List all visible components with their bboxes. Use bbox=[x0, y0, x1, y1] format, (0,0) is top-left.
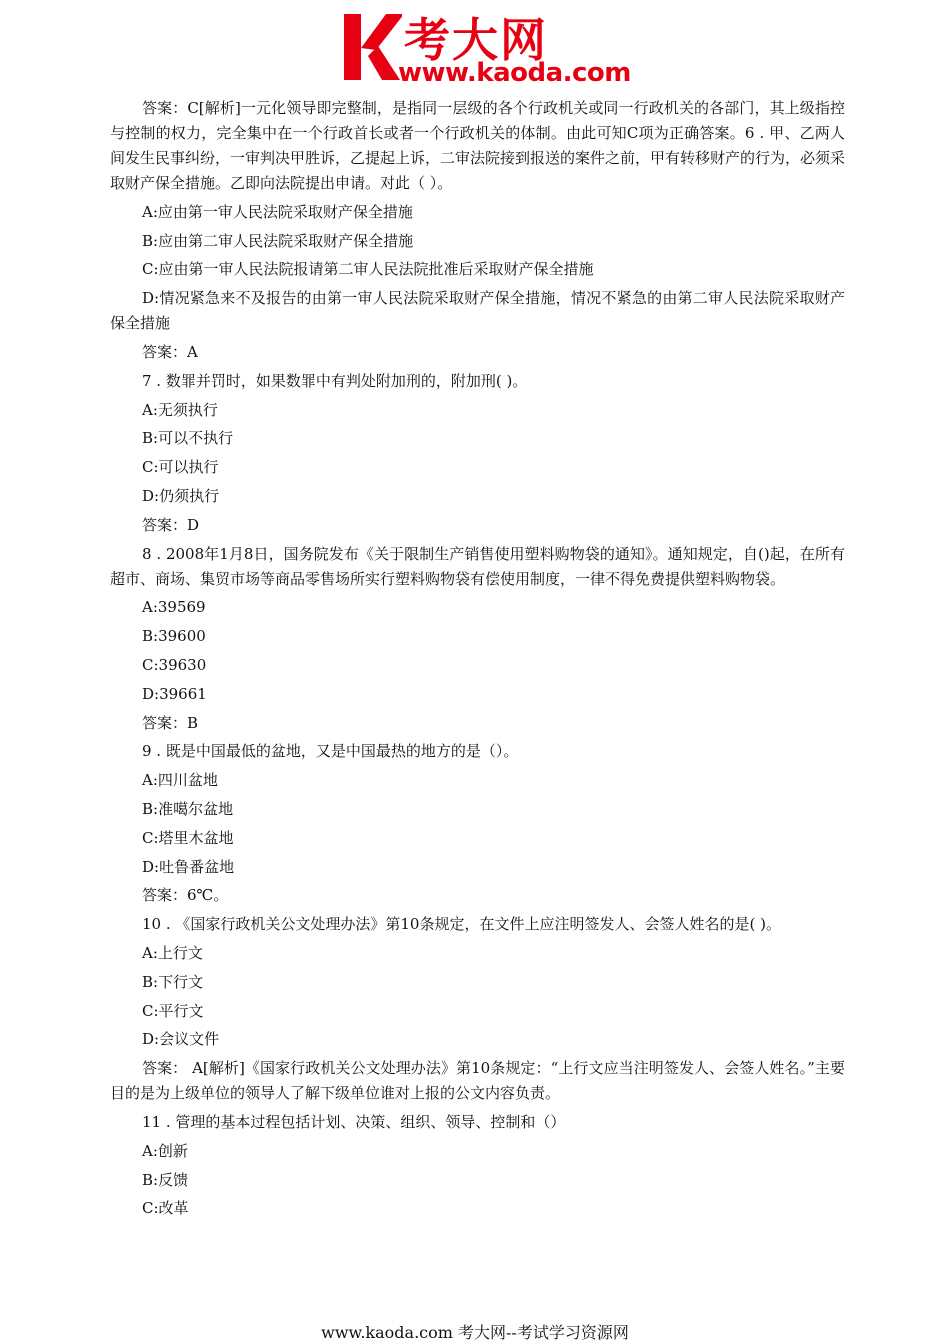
paragraph: D:仍须执行 bbox=[142, 486, 220, 505]
paragraph: A:创新 bbox=[142, 1141, 188, 1160]
paragraph: D:39661 bbox=[142, 684, 207, 703]
paragraph: D:情况紧急来不及报告的由第一审人民法院采取财产保全措施，情况不紧急的由第二审人民法院采取财产保全措施 bbox=[110, 289, 845, 333]
paragraph: 答案：6℃。 bbox=[142, 886, 229, 905]
paragraph: B:下行文 bbox=[142, 972, 204, 991]
paragraph: C:平行文 bbox=[142, 1001, 204, 1020]
paragraph: 答案：B bbox=[142, 713, 199, 732]
paragraph: C:可以执行 bbox=[142, 458, 219, 477]
paragraph: 8 . 2008年1月8日，国务院发布《关于限制生产销售使用塑料购物袋的通知》。通知规定，自()起，在所有超市、商场、集贸市场等商品零售场所实行塑料购物袋有偿使用制度，一律不得免费提供塑料购物袋。 bbox=[110, 544, 845, 588]
paragraph: D:会议文件 bbox=[142, 1030, 220, 1049]
paragraph: B:准噶尔盆地 bbox=[142, 799, 234, 818]
paragraph: B:可以不执行 bbox=[142, 429, 234, 448]
paragraph: A:四川盆地 bbox=[142, 771, 218, 790]
logo-title: 考大网 bbox=[404, 13, 548, 67]
paragraph: B:应由第二审人民法院采取财产保全措施 bbox=[142, 231, 414, 250]
paragraph: 7 . 数罪并罚时，如果数罪中有判处附加刑的，附加刑( )。 bbox=[142, 371, 528, 390]
paragraph: D:吐鲁番盆地 bbox=[142, 857, 235, 876]
paragraph: C:改革 bbox=[142, 1199, 189, 1218]
paragraph: B:反馈 bbox=[142, 1170, 189, 1189]
paragraph: A:无须执行 bbox=[142, 400, 218, 419]
page-footer: www.kaoda.com 考大网--考试学习资源网 bbox=[321, 1323, 629, 1342]
paragraph: 答案：C[解析]一元化领导即完整制，是指同一层级的各个行政机关或同一行政机关的各部门，其上级指控与控制的权力，完全集中在一个行政首长或者一个行政机关的体制。由此可知C项为正确答案。6 . 甲、乙两人间发生民事纠纷，一审判决甲胜诉，乙提起上诉，二审法院接到报送的案件之前，甲有转移财产的行为，必须采取财产保全措施。乙即向法院提出申请。对此（ ）。 bbox=[110, 99, 846, 192]
paragraph: 11 . 管理的基本过程包括计划、决策、组织、领导、控制和（） bbox=[142, 1112, 566, 1131]
paragraph: C:应由第一审人民法院报请第二审人民法院批准后采取财产保全措施 bbox=[142, 260, 594, 279]
paragraph: 10 . 《国家行政机关公文处理办法》第10条规定，在文件上应注明签发人、会签人姓名的是( )。 bbox=[142, 915, 781, 934]
document-body bbox=[110, 96, 845, 1225]
logo-url: www.kaoda.com bbox=[398, 58, 631, 88]
paragraph: B:39600 bbox=[142, 627, 206, 646]
paragraph: A:39569 bbox=[142, 598, 206, 617]
k-logo-icon bbox=[342, 6, 402, 88]
kaoda-logo bbox=[342, 6, 662, 88]
paragraph: C:39630 bbox=[142, 655, 207, 674]
paragraph: 答案：D bbox=[142, 515, 200, 534]
paragraph: 9 . 既是中国最低的盆地，又是中国最热的地方的是（）。 bbox=[142, 742, 519, 761]
paragraph: 答案： A[解析]《国家行政机关公文处理办法》第10条规定：“上行文应当注明签发人、会签人姓名。”主要目的是为上级单位的领导人了解下级单位谁对上报的公文内容负责。 bbox=[110, 1059, 845, 1103]
paragraph: A:上行文 bbox=[142, 943, 203, 962]
paragraph: A:应由第一审人民法院采取财产保全措施 bbox=[142, 202, 413, 221]
paragraph: 答案：A bbox=[142, 342, 198, 361]
paragraph: C:塔里木盆地 bbox=[142, 828, 234, 847]
